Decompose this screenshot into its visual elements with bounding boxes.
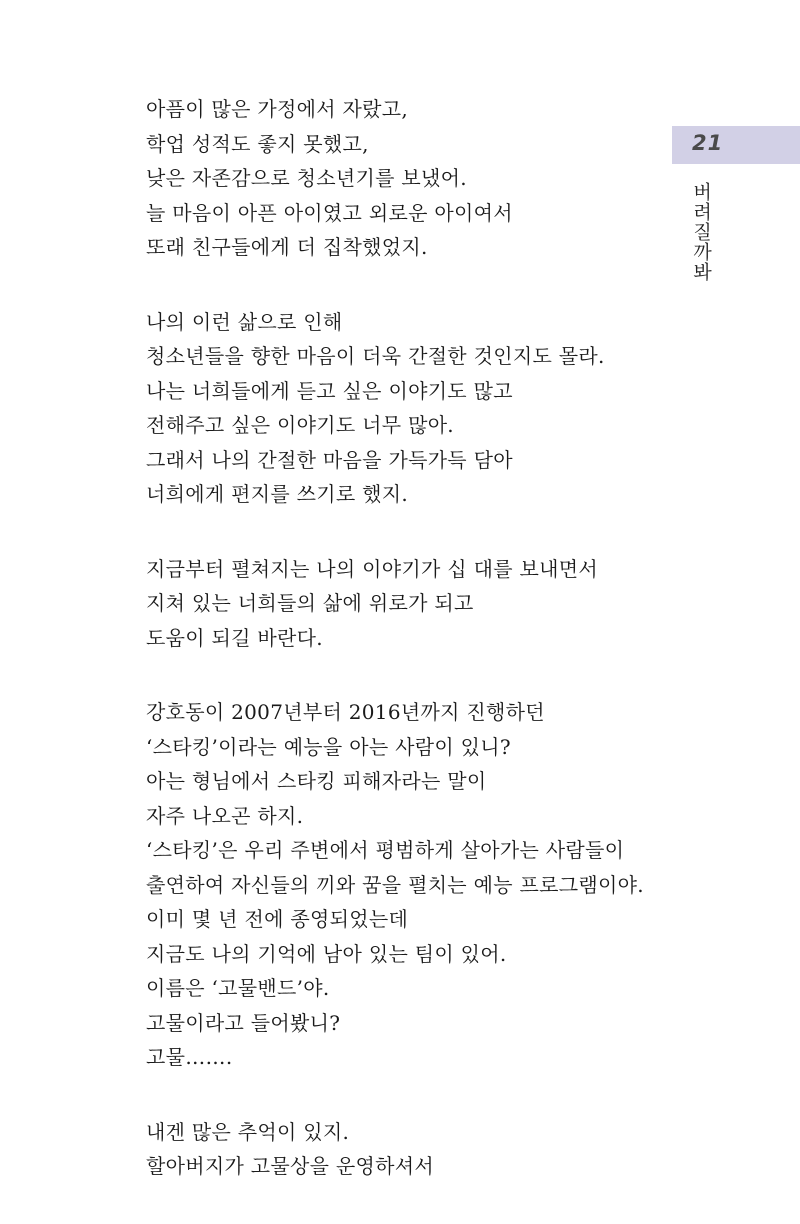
paragraph xyxy=(146,552,706,656)
text-line: 늘 마음이 아픈 아이였고 외로운 아이여서 xyxy=(146,200,513,225)
text-line: 이미 몇 년 전에 종영되었는데 xyxy=(146,907,409,931)
chapter-title: 버려질까봐 xyxy=(690,182,712,282)
text-line: 나의 이런 삶으로 인해 xyxy=(146,309,343,334)
text-line: 내겐 많은 추억이 있지. xyxy=(146,1119,350,1144)
text-line: ‘스타킹’은 우리 주변에서 평범하게 살아가는 사람들이 xyxy=(146,838,625,862)
text-line: 도움이 되길 바란다. xyxy=(146,625,323,650)
text-line: 지금도 나의 기억에 남아 있는 팀이 있어. xyxy=(146,941,507,966)
text-line: 또래 친구들에게 더 집착했었지. xyxy=(146,235,428,259)
body-text xyxy=(146,92,706,1224)
text-line: 아픔이 많은 가정에서 자랐고, xyxy=(146,97,409,121)
paragraph xyxy=(146,305,706,512)
text-line: 전해주고 싶은 이야기도 너무 많아. xyxy=(146,413,454,437)
text-line: 그래서 나의 간절한 마음을 가득가득 담아 xyxy=(146,447,513,472)
paragraph xyxy=(146,695,706,1075)
text-line: 지금부터 펼쳐지는 나의 이야기가 십 대를 보내면서 xyxy=(146,556,598,581)
text-line: 고물……. xyxy=(146,1045,233,1069)
text-line: 자주 나오곤 하지. xyxy=(146,803,304,828)
text-line: 학업 성적도 좋지 못했고, xyxy=(146,131,369,156)
text-line: 너희에게 편지를 쓰기로 했지. xyxy=(146,482,409,506)
text-line: 낮은 자존감으로 청소년기를 보냈어. xyxy=(146,166,467,190)
paragraph xyxy=(146,1115,706,1184)
text-line: 고물이라고 들어봤니? xyxy=(146,1010,341,1035)
text-line: 아는 형님에서 스타킹 피해자라는 말이 xyxy=(146,769,487,793)
text-line: ‘스타킹’이라는 예능을 아는 사람이 있니? xyxy=(146,734,511,759)
text-line: 강호동이 2007년부터 2016년까지 진행하던 xyxy=(146,700,545,724)
text-line: 지쳐 있는 너희들의 삶에 위로가 되고 xyxy=(146,591,474,615)
text-line: 이름은 ‘고물밴드’야. xyxy=(146,976,330,1000)
page-number: 21 xyxy=(692,131,724,155)
text-line: 출연하여 자신들의 끼와 꿈을 펼치는 예능 프로그램이야. xyxy=(146,872,644,897)
text-line: 나는 너희들에게 듣고 싶은 이야기도 많고 xyxy=(146,378,513,403)
text-line: 청소년들을 향한 마음이 더욱 간절한 것인지도 몰라. xyxy=(146,344,605,368)
text-line: 할아버지가 고물상을 운영하셔서 xyxy=(146,1154,434,1178)
paragraph xyxy=(146,92,706,265)
